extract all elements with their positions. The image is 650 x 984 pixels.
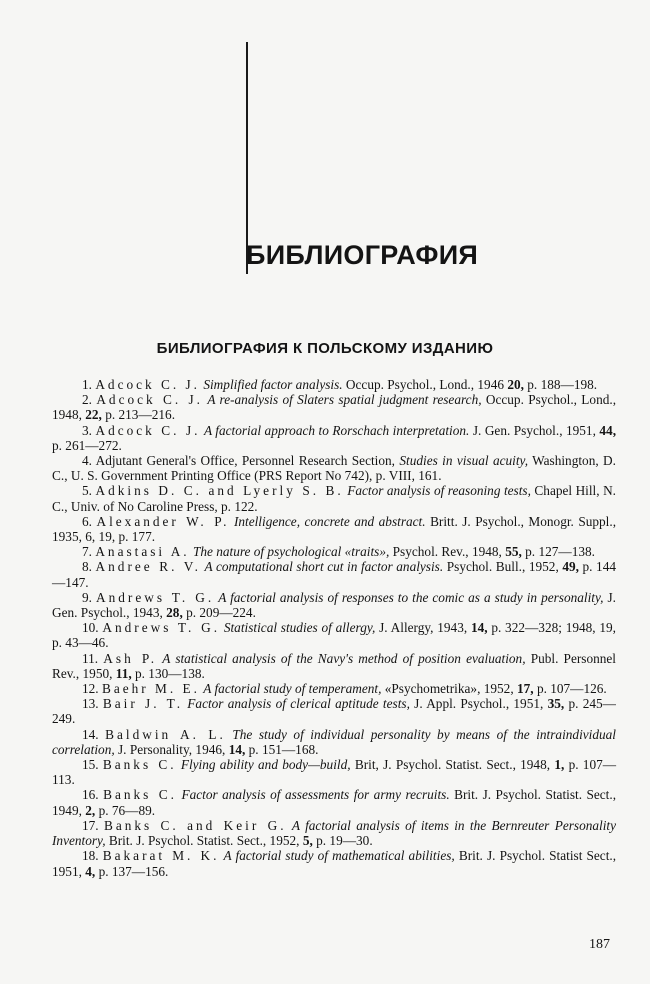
bibliography-entry — [52, 651, 616, 681]
bibliography-entry — [52, 787, 616, 817]
entry-number: 3. — [82, 422, 92, 438]
entry-author: Adcock C. J. — [95, 377, 201, 392]
entry-pages: p. VIII, 161. — [375, 468, 442, 484]
entry-number: 15. — [82, 757, 99, 773]
entry-pages: p. 19—30. — [316, 833, 373, 849]
entry-number: 8. — [82, 559, 92, 575]
entry-number: 14. — [82, 726, 99, 742]
section-title: БИБЛИОГРАФИЯ К ПОЛЬСКОМУ ИЗДАНИЮ — [156, 340, 494, 357]
entry-volume: 1, — [554, 757, 565, 773]
entry-pages: p. 151—168. — [248, 741, 319, 757]
entry-pages: p. 107—113. — [52, 757, 617, 788]
entry-source: Occup. Psychol., Lond., 1948, — [52, 392, 617, 423]
entry-source: J. Allergy, 1943, — [379, 620, 468, 636]
bibliography-entry — [52, 818, 616, 848]
entry-source-prefix: Adjutant General's Office, Personnel Research Section, — [95, 453, 395, 469]
entry-author: Banks C. and Keir G. — [103, 817, 287, 833]
entry-source: Britt. J. Psychol., Monogr. Suppl., 1935, 6, 19, p. 177. — [52, 513, 617, 545]
bibliography-entry — [52, 590, 616, 620]
bibliography-entry — [52, 727, 616, 757]
entry-number: 12. — [82, 681, 99, 697]
bibliography-entry — [52, 544, 616, 559]
entry-pages: p. 188—198. — [527, 377, 598, 392]
entry-pages: p. 127—138. — [525, 544, 595, 560]
entry-source: J. Gen. Psychol., 1951, — [472, 422, 596, 438]
entry-author: Baldwin A. L. — [105, 726, 226, 742]
entry-author: Banks C. — [102, 757, 177, 773]
entry-title: A statistical analysis of the Navy's method of position evaluation, — [162, 650, 526, 666]
entry-author: Anastasi A. — [95, 544, 190, 560]
entry-number: 7. — [82, 544, 92, 560]
bibliography-entry — [52, 681, 616, 696]
entry-title: A factorial study of temperament, — [203, 681, 382, 697]
entry-volume: 17, — [516, 681, 534, 697]
entry-title: Simplified factor analysis. — [203, 377, 343, 392]
entry-author: Andrews T. G. — [96, 589, 215, 605]
entry-volume: 2, — [85, 802, 96, 818]
entry-volume: 22, — [85, 407, 102, 423]
entry-source: J. Appl. Psychol., 1951, — [414, 696, 544, 712]
entry-number: 11. — [82, 650, 99, 666]
entry-number: 10. — [82, 620, 99, 636]
entry-author: Adcock C. J. — [96, 392, 203, 408]
entry-title: A factorial analysis of items in the Bernreuter Personality Inventory, — [52, 817, 616, 849]
entry-number: 2. — [82, 392, 92, 408]
bibliography-entry — [52, 559, 616, 589]
entry-title: Factor analysis of reasoning tests, — [347, 483, 531, 499]
entry-title: Factor analysis of assessments for army recruits. — [181, 787, 450, 803]
entry-source: Brit, J. Psychol. Statist. Sect., 1948, — [354, 757, 551, 773]
bibliography-entry — [52, 514, 616, 544]
entry-author: Baehr M. E. — [101, 681, 200, 697]
entry-author: Bair J. T. — [102, 696, 184, 712]
entry-source: Psychol. Bull., 1952, — [446, 559, 559, 575]
bibliography-entry — [52, 848, 616, 878]
entry-title: Flying ability and body—build, — [180, 757, 351, 773]
entry-author: Alexander W. P. — [96, 513, 230, 529]
entry-source: Occup. Psychol., Lond., 1946 — [345, 377, 504, 392]
entry-author: Adkins D. C. and Lyerly S. B. — [95, 483, 344, 499]
bibliography-entry — [52, 696, 616, 726]
entry-pages: p. 209—224. — [186, 605, 256, 621]
entry-volume: 35, — [547, 696, 565, 712]
entry-pages: p. 245—249. — [52, 696, 616, 727]
bibliography-list — [52, 377, 616, 879]
entry-pages: p. 144—147. — [52, 559, 617, 590]
entry-pages: p. 76—89. — [98, 802, 156, 818]
chapter-title: БИБЛИОГРАФИЯ — [246, 240, 479, 270]
entry-number: 5. — [82, 483, 92, 499]
entry-title: A computational short cut in factor analysis. — [204, 559, 444, 575]
entry-pages: p. 130—138. — [135, 665, 205, 681]
entry-pages: p. 213—216. — [105, 407, 176, 423]
entry-source: J. Gen. Psychol., 1943, — [52, 589, 616, 621]
entry-title: The nature of psychological «traits», — [192, 544, 390, 560]
bibliography-entry — [52, 392, 616, 422]
entry-source: «Psychometrika», 1952, — [384, 681, 514, 697]
entry-volume: 5, — [302, 833, 313, 849]
entry-source: Brit. J. Psychol. Statist. Sect., 1949, — [52, 787, 617, 818]
entry-author: Andrews T. G. — [102, 620, 221, 636]
entry-volume: 11, — [115, 665, 132, 681]
entry-source: J. Personality, 1946, — [118, 741, 226, 757]
bibliography-entry — [52, 483, 616, 513]
bibliography-entry — [52, 757, 616, 787]
entry-source: Publ. Personnel Rev., 1950, — [52, 650, 616, 681]
entry-title: The study of individual personality by means of the intraindividual correlation, — [52, 726, 616, 757]
entry-volume: 44, — [599, 422, 617, 438]
entry-title: A factorial approach to Rorschach interpretation. — [203, 422, 470, 438]
entry-volume: 28, — [166, 605, 183, 621]
bibliography-entry — [52, 453, 616, 483]
entry-pages: p. 322—328; 1948, 19, p. 43—46. — [52, 620, 617, 651]
entry-number: 9. — [82, 589, 92, 605]
entry-number: 4. — [82, 453, 92, 469]
entry-title: Intelligence, concrete and abstract. — [233, 513, 426, 529]
entry-volume: 14, — [470, 620, 488, 636]
entry-title: Statistical studies of allergy, — [223, 620, 376, 636]
entry-title: Factor analysis of clerical aptitude tests, — [187, 696, 410, 712]
entry-number: 6. — [82, 513, 92, 529]
entry-title: A factorial study of mathematical abilities, — [223, 848, 455, 864]
entry-volume: 55, — [505, 544, 522, 560]
entry-number: 18. — [82, 848, 99, 864]
entry-number: 16. — [82, 787, 99, 803]
bibliography-entry — [52, 620, 616, 650]
entry-source: Psychol. Rev., 1948, — [392, 544, 502, 560]
entry-source: Washington, D. C., U. S. Government Printing Office (PRS Report No 742), — [52, 453, 616, 484]
entry-number: 1. — [82, 377, 92, 392]
entry-title: A factorial analysis of responses to the comic as a study in personality, — [218, 589, 604, 605]
entry-author: Banks C. — [103, 787, 177, 803]
page-number: 187 — [589, 937, 610, 952]
entry-title: A re-analysis of Slaters spatial judgment research, — [207, 392, 482, 408]
bibliography-entry — [52, 377, 616, 392]
entry-author: Bakarat M. K. — [102, 848, 220, 864]
entry-volume: 14, — [228, 741, 246, 757]
bibliography-entry — [52, 423, 616, 453]
entry-number: 17. — [82, 817, 99, 833]
entry-title: Studies in visual acuity, — [399, 453, 529, 469]
entry-pages: p. 107—126. — [536, 681, 607, 697]
entry-author: Andree R. V. — [95, 559, 201, 575]
entry-pages: p. 261—272. — [52, 437, 122, 453]
entry-source: Chapel Hill, N. C., Univ. of No Caroline Press, p. 122. — [52, 483, 616, 514]
entry-pages: p. 137—156. — [98, 863, 169, 879]
entry-number: 13. — [82, 696, 99, 712]
entry-volume: 20, — [507, 377, 524, 392]
entry-source: Brit. J. Psychol. Statist. Sect., 1952, — [108, 833, 300, 849]
entry-volume: 49, — [562, 559, 579, 575]
entry-author: Adcock C. J. — [95, 422, 201, 438]
entry-author: Ash P. — [103, 650, 158, 666]
entry-volume: 4, — [85, 863, 96, 879]
entry-source: Brit. J. Psychol. Statist Sect., 1951, — [52, 848, 617, 879]
